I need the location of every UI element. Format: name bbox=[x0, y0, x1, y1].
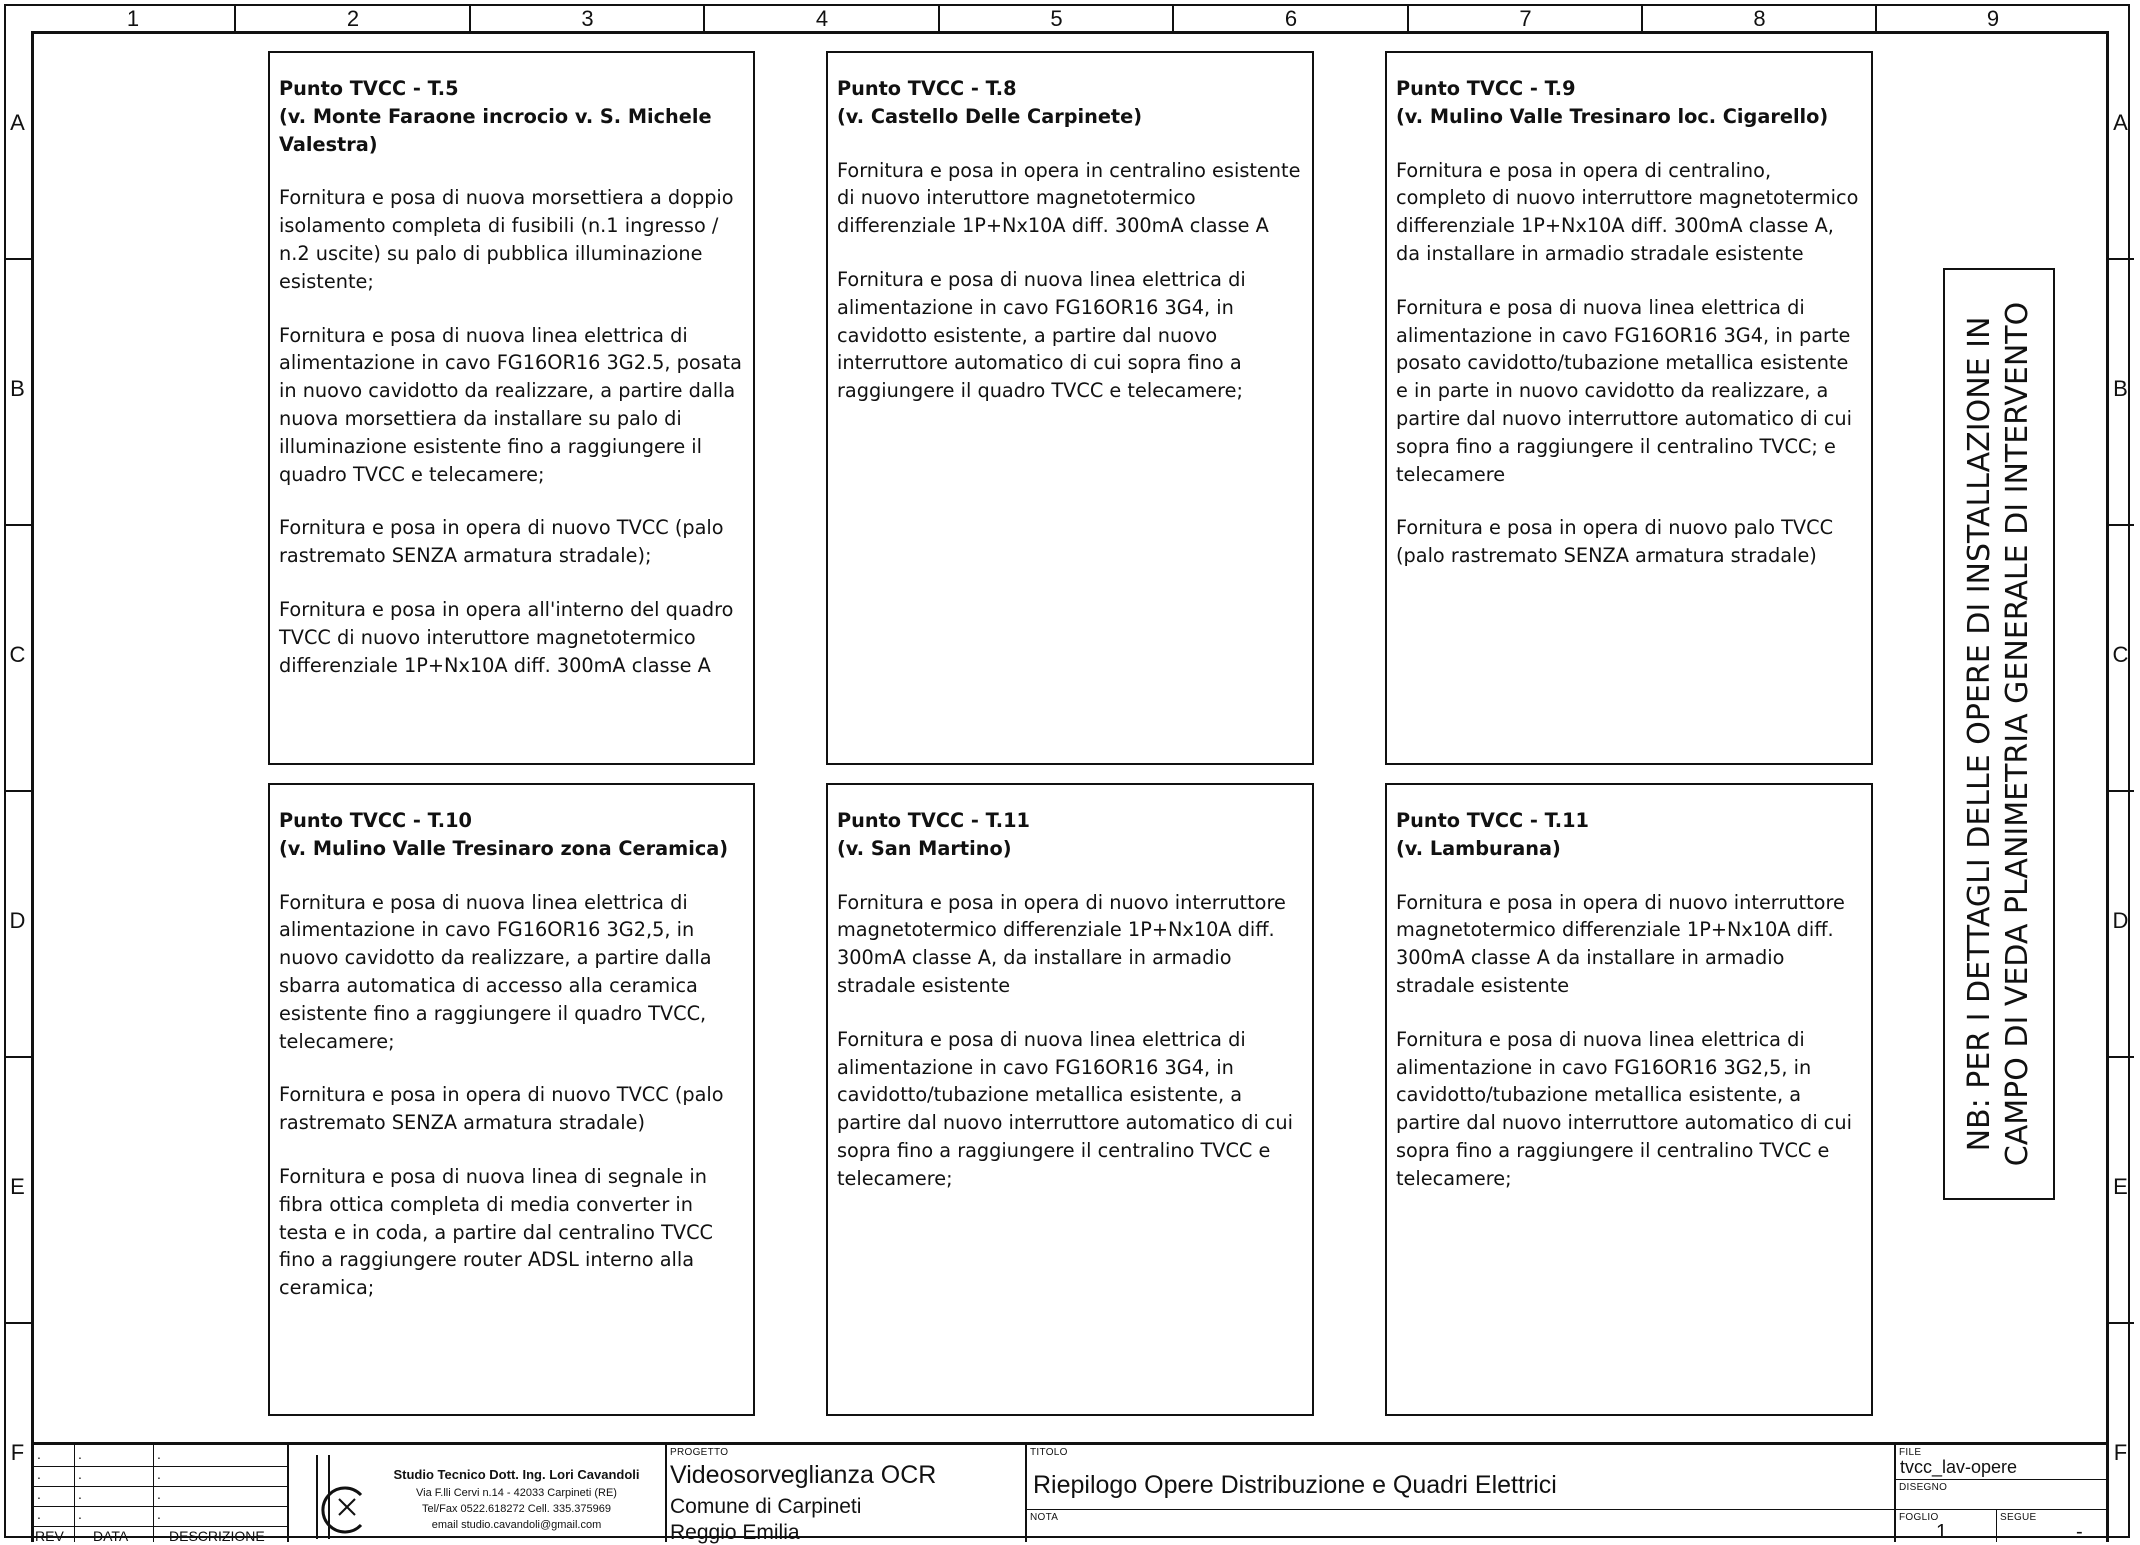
nota-label: NOTA bbox=[1030, 1512, 1059, 1523]
card-paragraph: Fornitura e posa di nuova linea elettrica di alimentazione in cavo FG16OR16 3G2,5, in nuovo cavidotto da realizzare, a partire dalla sbarra automatica di accesso alla ceramica esistente fino a raggiungere il quadro TVCC, telecamere; bbox=[279, 890, 712, 1053]
row-letter-left: C bbox=[9, 642, 26, 667]
card-location: (v. Lamburana) bbox=[1396, 836, 1561, 860]
card-paragraph: Fornitura e posa di nuova linea elettrica di alimentazione in cavo FG16OR16 3G4, in parte posato cavidotto/tubazione metallica esistente e in parte in nuovo cavidotto da realizzare, a partire dal nuovo interruttore automatico di cui sopra fino a raggiungere il centralino TVCC; e telecamere bbox=[1396, 295, 1852, 486]
revision-table bbox=[31, 1445, 289, 1542]
rev-cell: . bbox=[157, 1466, 161, 1482]
file-label: FILE bbox=[1899, 1447, 1922, 1458]
studio-name: Studio Tecnico Dott. Ing. Lori Cavandoli bbox=[393, 1467, 640, 1482]
work-card-t11-lamburana bbox=[1385, 783, 1873, 1416]
rev-cell: . bbox=[78, 1486, 82, 1502]
rev-cell: . bbox=[78, 1446, 82, 1462]
work-card-t11-san-martino bbox=[826, 783, 1314, 1416]
rev-cell: . bbox=[157, 1506, 161, 1522]
row-letter-right: D bbox=[2112, 908, 2129, 933]
column-number: 2 bbox=[346, 6, 360, 31]
file-name: tvcc_lav-opere bbox=[1900, 1457, 2018, 1477]
column-number: 8 bbox=[1753, 6, 1766, 31]
card-paragraph: Fornitura e posa in opera di nuovo TVCC (palo rastremato SENZA armatura stradale); bbox=[279, 516, 724, 568]
row-tick bbox=[4, 258, 31, 260]
card-paragraph: Fornitura e posa di nuova linea elettrica di alimentazione in cavo FG16OR16 3G4, in cavidotto esistente, a partire dal nuovo interruttore automatico di cui sopra fino a raggiungere il quadro TVCC e telecamere; bbox=[837, 267, 1246, 403]
card-paragraph: Fornitura e posa di nuova linea elettrica di alimentazione in cavo FG16OR16 3G2.5, posata in nuovo cavidotto da realizzare, a partire dalla nuova morsettiera da installare su palo di illuminazione esistente fino a raggiungere il quadro TVCC e telecamere; bbox=[279, 323, 742, 486]
card-title: Punto TVCC - T.10 bbox=[279, 809, 472, 832]
row-letter-left: D bbox=[9, 908, 26, 933]
row-letter-left: A bbox=[10, 110, 25, 135]
sheet-number: 1 bbox=[1936, 1521, 1948, 1543]
work-card-t9 bbox=[1385, 51, 1873, 765]
column-number: 7 bbox=[1519, 6, 1532, 31]
card-location: (v. San Martino) bbox=[837, 836, 1012, 860]
card-title: Punto TVCC - T.5 bbox=[279, 77, 459, 100]
studio-email: email studio.cavandoli@gmail.com bbox=[431, 1519, 602, 1531]
card-paragraph: Fornitura e posa in opera di nuovo interruttore magnetotermico differenziale 1P+Nx10A diff. 300mA classe A da installare in armadio stradale esistente bbox=[1396, 890, 1845, 997]
card-paragraph: Fornitura e posa di nuova morsettiera a doppio isolamento completa di fusibili (n.1 ingresso / n.2 uscite) su palo di pubblica illuminazione esistente; bbox=[279, 186, 734, 293]
row-letter-right: C bbox=[2112, 642, 2129, 667]
foglio-label: FOGLIO bbox=[1899, 1512, 1939, 1523]
row-letter-right: A bbox=[2113, 110, 2128, 135]
file-block bbox=[1896, 1445, 2109, 1542]
rev-column-label: REV bbox=[35, 1528, 64, 1544]
card-title: Punto TVCC - T.8 bbox=[837, 77, 1017, 100]
column-number: 9 bbox=[1986, 6, 2000, 31]
project-block bbox=[667, 1445, 1027, 1542]
data-column-label: DATA bbox=[93, 1528, 129, 1544]
column-number: 5 bbox=[1050, 6, 1063, 31]
rev-cell: . bbox=[37, 1506, 41, 1522]
column-number: 3 bbox=[581, 6, 594, 31]
row-tick bbox=[4, 1056, 31, 1058]
titolo-label: TITOLO bbox=[1030, 1447, 1068, 1458]
row-letter-right: F bbox=[2113, 1440, 2128, 1465]
work-card-t5 bbox=[268, 51, 755, 765]
row-letter-left: B bbox=[10, 376, 25, 401]
rev-cell: . bbox=[78, 1506, 82, 1522]
card-location: (v. Castello Delle Carpinete) bbox=[837, 104, 1143, 128]
column-number: 4 bbox=[815, 6, 829, 31]
row-letter-left: E bbox=[10, 1174, 25, 1199]
disegno-label: DISEGNO bbox=[1899, 1482, 1948, 1493]
row-tick bbox=[2107, 524, 2134, 526]
column-number: 1 bbox=[126, 6, 140, 31]
card-title: Punto TVCC - T.9 bbox=[1396, 77, 1576, 100]
card-paragraph: Fornitura e posa in opera di centralino, completo di nuovo interruttore magnetotermico differenziale 1P+Nx10A diff. 300mA classe A, da installare in armadio stradale esistente bbox=[1396, 158, 1859, 265]
row-tick bbox=[4, 1322, 31, 1324]
card-location: (v. Mulino Valle Tresinaro zona Ceramica) bbox=[279, 836, 729, 860]
note-text: NB: PER I DETTAGLI DELLE OPERE DI INSTALLAZIONE IN CAMPO DI VEDA PLANIMETRIA GENERALE DI INTERVENTO bbox=[1962, 301, 2035, 1167]
card-paragraph: Fornitura e posa in opera all'interno del quadro TVCC di nuovo interuttore magnetotermico differenziale 1P+Nx10A diff. 300mA classe A bbox=[279, 597, 734, 677]
row-tick bbox=[2107, 1322, 2134, 1324]
row-tick bbox=[4, 790, 31, 792]
row-tick bbox=[4, 524, 31, 526]
card-paragraph: Fornitura e posa in opera in centralino esistente di nuovo interuttore magnetotermico differenziale 1P+Nx10A diff. 300mA classe A bbox=[837, 158, 1301, 238]
title-block bbox=[31, 1442, 2109, 1542]
row-tick bbox=[2107, 1056, 2134, 1058]
row-letter-left: F bbox=[10, 1440, 25, 1465]
card-location: (v. Monte Faraone incrocio v. S. Michele Valestra) bbox=[279, 104, 712, 156]
drawing-title: Riepilogo Opere Distribuzione e Quadri Elettrici bbox=[1033, 1471, 1557, 1499]
card-location: (v. Mulino Valle Tresinaro loc. Cigarello) bbox=[1396, 104, 1829, 128]
studio-logo-icon bbox=[311, 1453, 381, 1541]
column-number: 6 bbox=[1284, 6, 1298, 31]
next-sheet: - bbox=[2076, 1521, 2083, 1543]
rev-cell: . bbox=[157, 1486, 161, 1502]
rev-cell: . bbox=[37, 1486, 41, 1502]
project-municipality: Comune di Carpineti bbox=[670, 1495, 862, 1518]
row-tick bbox=[2107, 790, 2134, 792]
card-paragraph: Fornitura e posa di nuova linea di segnale in fibra ottica completa di media converter in testa e in coda, a partire dal centralino TVCC fino a raggiungere router ADSL interno alla ceramica; bbox=[279, 1164, 713, 1300]
studio-block bbox=[289, 1445, 667, 1542]
segue-label: SEGUE bbox=[2000, 1512, 2037, 1523]
row-letter-right: B bbox=[2113, 376, 2128, 401]
row-letter-right: E bbox=[2113, 1174, 2128, 1199]
rev-cell: . bbox=[37, 1446, 41, 1462]
work-card-t10 bbox=[268, 783, 755, 1416]
studio-address: Via F.lli Cervi n.14 - 42033 Carpineti (RE) bbox=[416, 1487, 617, 1499]
rev-cell: . bbox=[78, 1466, 82, 1482]
card-title: Punto TVCC - T.11 bbox=[837, 809, 1030, 832]
row-tick bbox=[2107, 258, 2134, 260]
card-paragraph: Fornitura e posa in opera di nuovo interruttore magnetotermico differenziale 1P+Nx10A diff. 300mA classe A, da installare in armadio stradale esistente bbox=[837, 890, 1286, 997]
card-paragraph: Fornitura e posa di nuova linea elettrica di alimentazione in cavo FG16OR16 3G2,5, in cavidotto/tubazione metallica esistente, a partire dal nuovo interruttore automatico di cui sopra fino a raggiungere il centralino TVCC e telecamere; bbox=[1396, 1027, 1852, 1190]
card-title: Punto TVCC - T.11 bbox=[1396, 809, 1589, 832]
studio-phone: Tel/Fax 0522.618272 Cell. 335.375969 bbox=[422, 1503, 611, 1515]
work-card-t8 bbox=[826, 51, 1314, 765]
project-label: PROGETTO bbox=[670, 1447, 729, 1458]
note-box bbox=[1943, 268, 2055, 1200]
card-paragraph: Fornitura e posa in opera di nuovo TVCC (palo rastremato SENZA armatura stradale) bbox=[279, 1083, 724, 1135]
project-name: Videosorveglianza OCR bbox=[670, 1461, 937, 1489]
card-paragraph: Fornitura e posa di nuova linea elettrica di alimentazione in cavo FG16OR16 3G4, in cavidotto/tubazione metallica esistente, a partire dal nuovo interruttore automatico di cui sopra fino a raggiungere il centralino TVCC e telecamere; bbox=[837, 1027, 1293, 1190]
rev-cell: . bbox=[157, 1446, 161, 1462]
title-note-block bbox=[1027, 1445, 1896, 1542]
descrizione-column-label: DESCRIZIONE bbox=[169, 1528, 265, 1544]
rev-cell: . bbox=[37, 1466, 41, 1482]
card-paragraph: Fornitura e posa in opera di nuovo palo TVCC (palo rastremato SENZA armatura stradale) bbox=[1396, 516, 1834, 568]
project-province: Reggio Emilia bbox=[670, 1521, 800, 1544]
